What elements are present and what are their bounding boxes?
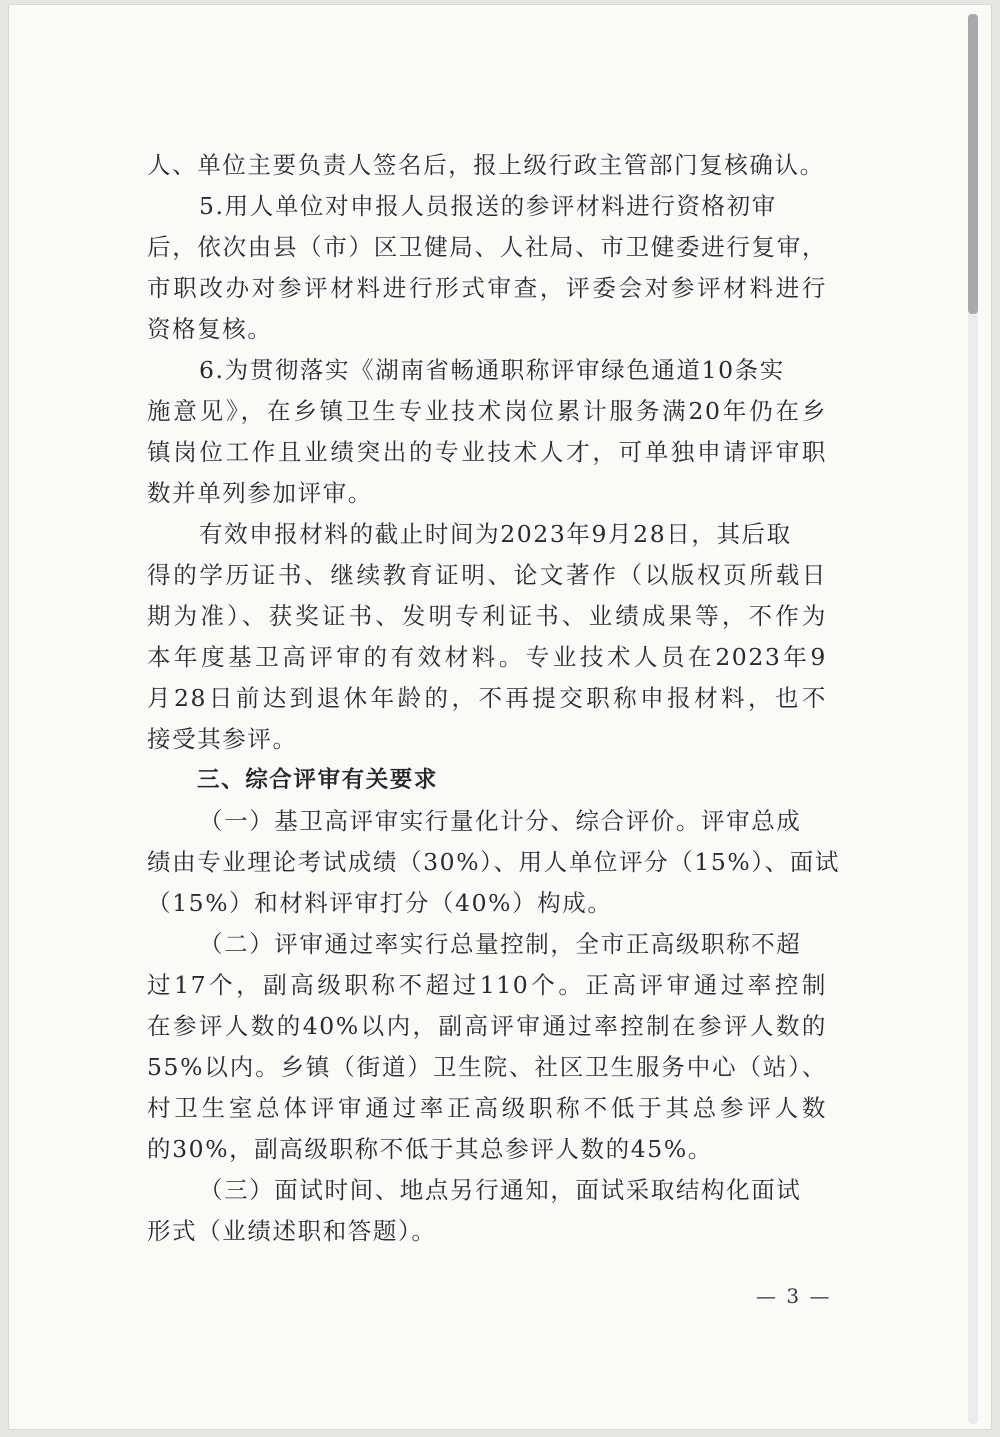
section-heading: 三、综合评审有关要求 xyxy=(197,767,439,793)
text-line: （15%）和材料评审打分（40%）构成。 xyxy=(147,889,613,917)
text-line: 月28日前达到退休年龄的，不再提交职称申报材料，也不 xyxy=(147,684,827,712)
text-line: 本年度基卫高评审的有效材料。专业技术人员在2023年9 xyxy=(147,643,827,671)
text-line: 接受其参评。 xyxy=(147,725,298,753)
text-line: （三）面试时间、地点另行通知，面试采取结构化面试 xyxy=(199,1176,802,1204)
text-line: 有效申报材料的截止时间为2023年9月28日，其后取 xyxy=(199,520,792,548)
text-line: 得的学历证书、继续教育证明、论文著作（以版权页所载日 xyxy=(147,561,827,589)
text-line: 市职改办对参评材料进行形式审查，评委会对参评材料进行 xyxy=(147,274,827,302)
text-line: （二）评审通过率实行总量控制，全市正高级职称不超 xyxy=(199,930,802,958)
document-text-body xyxy=(147,145,840,1252)
text-line: 后，依次由县（市）区卫健局、人社局、市卫健委进行复审， xyxy=(147,233,827,261)
text-line: 在参评人数的40%以内，副高评审通过率控制在参评人数的 xyxy=(147,1012,827,1040)
document-page xyxy=(8,4,992,1430)
text-line: 资格复核。 xyxy=(147,315,273,343)
text-line: 6.为贯彻落实《湖南省畅通职称评审绿色通道10条实 xyxy=(199,356,785,384)
page-number: — 3 — xyxy=(756,1284,832,1308)
text-line: （一）基卫高评审实行量化计分、综合评价。评审总成 xyxy=(199,807,802,835)
text-line: 镇岗位工作且业绩突出的专业技术人才，可单独申请评审职 xyxy=(147,438,827,466)
scrollbar-track[interactable] xyxy=(968,14,978,1424)
scrollbar-thumb[interactable] xyxy=(968,14,978,314)
text-line: 5.用人单位对申报人员报送的参评材料进行资格初审 xyxy=(199,192,777,220)
text-line: 55%以内。乡镇（街道）卫生院、社区卫生服务中心（站）、 xyxy=(147,1053,827,1081)
text-line: 绩由专业理论考试成绩（30%）、用人单位评分（15%）、面试 xyxy=(147,848,840,876)
text-line: 施意见》，在乡镇卫生专业技术岗位累计服务满20年仍在乡 xyxy=(147,397,827,425)
text-line: 人、单位主要负责人签名后，报上级行政主管部门复核确认。 xyxy=(147,151,825,179)
text-line: 过17个，副高级职称不超过110个。正高评审通过率控制 xyxy=(147,971,827,999)
text-line: 期为准）、获奖证书、发明专利证书、业绩成果等，不作为 xyxy=(147,602,827,630)
text-line: 的30%，副高级职称不低于其总参评人数的45%。 xyxy=(147,1135,713,1163)
text-line: 村卫生室总体评审通过率正高级职称不低于其总参评人数 xyxy=(147,1094,827,1122)
text-line: 数并单列参加评审。 xyxy=(147,479,373,507)
text-line: 形式（业绩述职和答题）。 xyxy=(147,1217,437,1245)
